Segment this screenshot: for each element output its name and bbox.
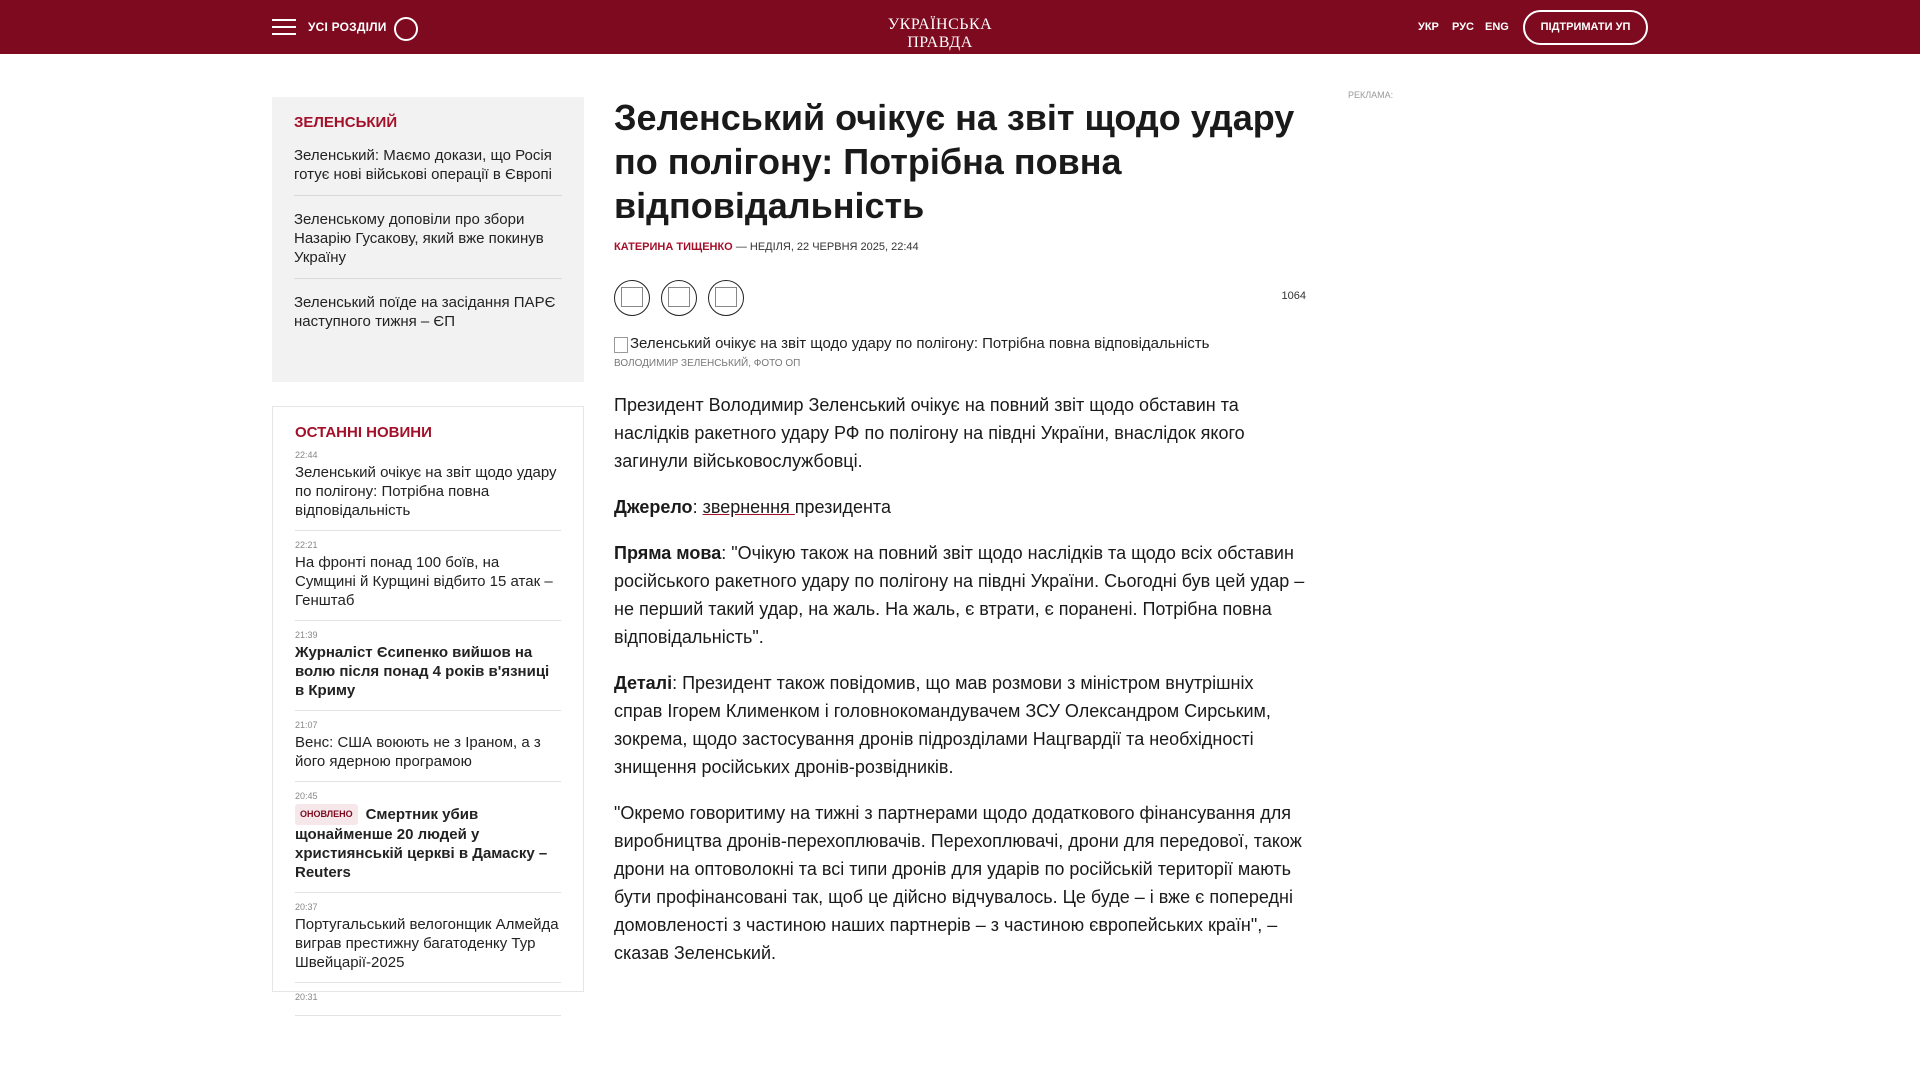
news-time: 22:44 [295,450,318,460]
article-date: НЕДІЛЯ, 22 ЧЕРВНЯ 2025, 22:44 [749,241,919,253]
news-title[interactable] [295,915,561,972]
source-link[interactable]: звернення [702,497,795,517]
news-item[interactable] [295,621,561,711]
news-item[interactable] [295,441,561,531]
paragraph-intro: Президент Володимир Зеленський очікує на повний звіт щодо обставин та наслідків ракетного удару РФ по полігону на півдні України, внаслідок якого загинули військовослужбовці. [614,395,1245,471]
source-label: Джерело [614,497,693,517]
photo-caption: ВОЛОДИМИР ЗЕЛЕНСЬКИЙ, ФОТО ОП [614,358,801,369]
topic-item[interactable]: Зеленський: Маємо докази, що Росія готує нові військові операції в Європі [294,131,562,196]
news-title[interactable] [295,643,561,700]
search-icon[interactable] [394,17,418,41]
news-title-text: На фронті понад 100 боїв, на Сумщині й Курщині відбито 15 атак – Генштаб [295,554,553,609]
paragraph-details [614,669,1306,781]
news-item[interactable] [295,893,561,983]
updated-badge: ОНОВЛЕНО [295,804,358,825]
news-title[interactable] [295,804,561,882]
article-photo: Зеленський очікує на звіт щодо удару по полігону: Потрібна повна відповідальність [614,335,1306,352]
news-title[interactable] [295,463,561,520]
share-telegram-icon[interactable] [708,280,744,316]
paragraph-source [614,493,1306,521]
colon: : [692,497,703,517]
author-link[interactable]: КАТЕРИНА ТИЩЕНКО [614,241,733,253]
news-item[interactable] [295,782,561,893]
news-time: 21:07 [295,720,318,730]
news-title-text: Зеленський очікує на звіт щодо удару по полігону: Потрібна повна відповідальність [295,464,557,519]
support-button[interactable]: ПІДТРИМАТИ УП [1523,10,1648,45]
news-item[interactable] [295,531,561,621]
news-item[interactable] [295,983,561,1016]
share-row [614,280,1306,316]
latest-news-box [272,406,584,1002]
news-time: 22:21 [295,540,318,550]
news-time: 21:39 [295,630,318,640]
details-text: : Президент також повідомив, що мав розмови з міністром внутрішніх справ Ігорем Клименком і головнокомандувачем ЗСУ Олександром Сирським, зокрема, щодо застосування дронів підрозділами Нацгвардії та необхідності знищення російських дронів-розвідників. [614,673,1271,777]
paragraph-quote [614,539,1306,651]
all-sections-link[interactable]: УСІ РОЗДІЛИ [308,20,387,34]
hamburger-menu-icon[interactable] [272,19,296,37]
ad-label: РЕКЛАМА: [1348,90,1394,100]
topic-box-title[interactable]: ЗЕЛЕНСЬКИЙ [294,114,398,131]
news-title-text: Смертник убив щонайменше 20 людей у християнській церкві в Дамаску – Reuters [295,806,548,881]
topic-box [272,97,584,382]
byline [614,241,1306,253]
lang-rus-link[interactable]: РУС [1452,21,1474,33]
article [614,96,1306,967]
share-twitter-icon[interactable] [661,280,697,316]
news-title-text: Журналіст Єсипенко вийшов на волю після понад 4 років в'язниці в Криму [295,644,550,699]
details-label: Деталі [614,673,673,693]
news-time: 20:37 [295,902,318,912]
share-facebook-icon[interactable] [614,280,650,316]
quote-label: Пряма мова [614,543,722,563]
lang-ukr-link[interactable]: УКР [1418,21,1439,33]
news-time: 20:45 [295,791,318,801]
latest-news-title[interactable]: ОСТАННІ НОВИНИ [295,424,432,441]
source-rest: президента [794,497,891,517]
byline-dash: — [735,241,750,253]
news-title-text: Венс: США воюють не з Іраном, а з його ядерною програмою [295,734,541,770]
quote-text: : "Очікую також на повний звіт щодо наслідків та щодо всіх обставин російського ракетного удару по полігону на півдні України. Сьогодні був цей удар – не перший такий удар, на жаль. На жаль, є втрати, є поранені. Потрібна повна відповідальність". [614,543,1305,647]
news-title[interactable] [295,553,561,610]
site-header [0,0,1920,54]
topic-item[interactable]: Зеленському доповіли про збори Назарію Гусакову, який вже покинув Україну [294,196,562,279]
site-logo[interactable]: УКРАЇНСЬКА ПРАВДА [887,16,993,51]
article-title: Зеленський очікує на звіт щодо удару по полігону: Потрібна повна відповідальність [614,97,1295,226]
topic-item[interactable]: Зеленський поїде на засідання ПАРЄ наступного тижня – ЄП [294,294,556,330]
views-count: 1064 [1281,290,1306,302]
news-item[interactable] [295,711,561,782]
paragraph-quote-2: "Окремо говоритиму на тижні з партнерами щодо додаткового фінансування для виробництва дронів-перехоплювачів. Перехоплювачі, дрони для передової, також дрони на оптоволокні та всі типи дронів для ударів по російській території мають бути профінансовані так, щоб це дійсно відчувалось. Це буде – і вже є попередні домовленості з частиною наших партнерів – з частиною європейських країн", – сказав Зеленський. [614,803,1302,963]
news-title[interactable] [295,733,561,771]
news-title-text: Португальський велогонщик Алмейда виграв престижну багатоденку Тур Швейцарії-2025 [295,916,559,971]
news-time: 20:31 [295,992,318,1002]
lang-eng-link[interactable]: ENG [1485,21,1509,33]
